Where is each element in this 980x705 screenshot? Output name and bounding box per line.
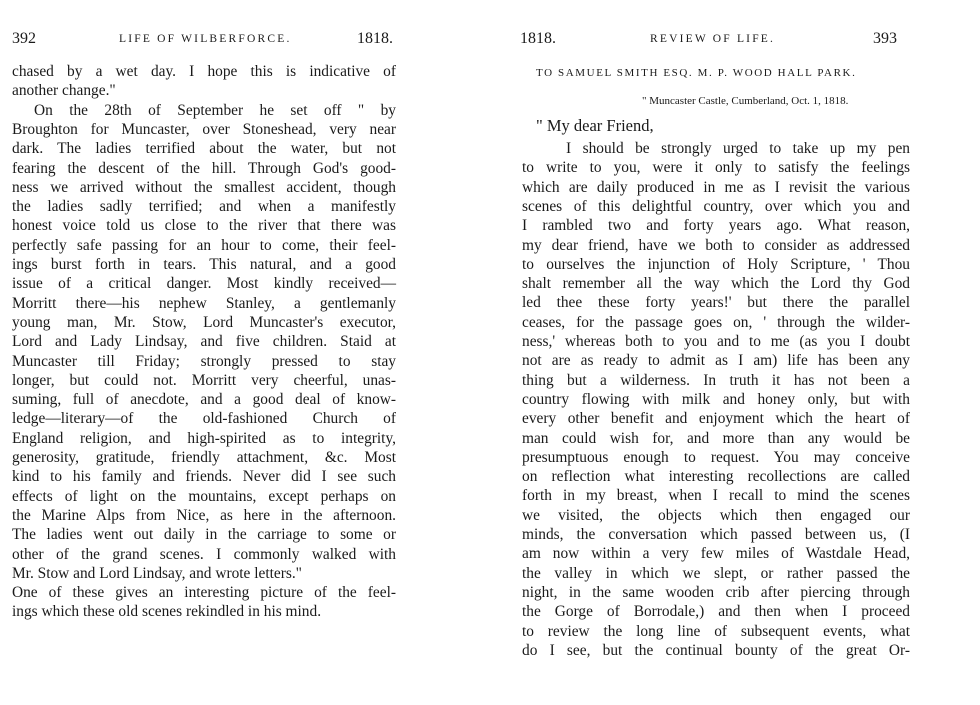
text-line: ceases, for the passage goes on, ' through the wilder- <box>522 313 910 331</box>
right-page-number: 393 <box>873 30 897 47</box>
text-line: generosity, gratitude, friendly attachment, &c. Most <box>12 449 396 466</box>
text-line: led thee these forty years!' but there the parallel <box>522 294 910 312</box>
text-line: fearing the descent of the hill. Through God's good- <box>12 159 396 177</box>
right-page <box>490 0 980 705</box>
text-line: ings burst forth in tears. This natural, and a good <box>12 256 396 273</box>
text-line: the Gorge of Borrodale,) and then when I proceed <box>522 603 910 621</box>
text-line: perfectly safe passing for an hour to come, their feel- <box>12 236 396 254</box>
text-line: suming, full of anecdote, and a good deal of know- <box>12 391 396 409</box>
text-line: to write to you, were it only to satisfy the feelings <box>522 159 910 177</box>
text-line: Mr. Stow and Lord Lindsay, and wrote letters." <box>12 564 302 582</box>
text-line: which are daily produced in me as I revisit the various <box>522 178 910 196</box>
text-line: the valley in which we slept, or rather passed the <box>522 564 910 582</box>
text-line: On the 28th of September he set off " by <box>34 101 396 119</box>
text-line: to ourselves the injunction of Holy Scripture, ' Thou <box>522 255 910 273</box>
left-running-title: LIFE OF WILBERFORCE. <box>119 33 292 45</box>
text-line: ness we arrived without the smallest accident, though <box>12 178 396 196</box>
text-line: not are as ready to admit as I am) life has been any <box>522 352 910 370</box>
right-running-title: REVIEW OF LIFE. <box>650 33 776 45</box>
right-running-head <box>520 30 910 52</box>
text-line: on reflection what interesting recollections are called <box>522 468 910 486</box>
text-line: chased by a wet day. I hope this is indicative of <box>12 63 396 80</box>
text-line: The ladies went out daily in the carriage to some or <box>12 526 396 544</box>
text-line: Morritt there—his nephew Stanley, a gentlemanly <box>12 294 396 312</box>
text-line: scenes of this delightful country, over which you and <box>522 197 910 215</box>
text-line: night, in the same wooden crib after piercing through <box>522 583 910 601</box>
text-line: forth in my breast, when I recall to mind the scenes <box>522 487 910 505</box>
text-line: ledge—literary—of the old-fashioned Church of <box>12 410 396 428</box>
right-year: 1818. <box>520 30 556 47</box>
text-line: we visited, the objects which then engaged our <box>522 506 910 524</box>
text-line: the Marine Alps from Nice, as here in the afternoon. <box>12 506 396 524</box>
text-line: am now within a very few miles of Wastdale Head, <box>522 545 910 563</box>
left-running-head <box>12 30 398 52</box>
text-line: thing but a wilderness. In truth it has not been a <box>522 371 910 389</box>
text-line: One of these gives an interesting picture of the feel- <box>12 584 396 602</box>
text-line: to review the long line of subsequent events, what <box>522 622 910 640</box>
text-line: Broughton for Muncaster, over Stoneshead, very near <box>12 120 396 138</box>
text-line: the ladies sadly terrified; and when a manifestly <box>12 198 396 216</box>
text-line: other of the grand scenes. I commonly walked with <box>12 545 396 563</box>
text-line: England religion, and high-spirited as to integrity, <box>12 429 396 447</box>
text-line: shalt remember all the way which the Lord thy God <box>522 275 910 293</box>
text-line: another change." <box>12 82 116 100</box>
letter-salutation: " My dear Friend, <box>536 116 654 135</box>
text-line: man could wish for, and more than any would be <box>522 429 910 447</box>
text-line: effects of light on the mountains, except perhaps on <box>12 487 396 505</box>
text-line: kind to his family and friends. Never did I see such <box>12 468 396 486</box>
text-line: I should be strongly urged to take up my pen <box>566 140 910 157</box>
text-line: longer, but could not. Morritt very cheerful, unas- <box>12 371 396 389</box>
text-line: ness,' whereas both to you and to me (as you I doubt <box>522 333 910 350</box>
text-line: ings which these old scenes rekindled in his mind. <box>12 603 322 621</box>
text-line: country flowing with milk and honey only, but with <box>522 390 910 408</box>
text-line: presumptuous enough to request. You may conceive <box>522 448 910 466</box>
text-line: every other benefit and enjoyment which the heart of <box>522 410 910 428</box>
text-line: my dear friend, have we both to consider as addressed <box>522 236 910 254</box>
left-year: 1818. <box>357 30 393 47</box>
text-line: dark. The ladies terrified about the water, but not <box>12 140 396 158</box>
text-line: minds, the conversation which passed between us, (I <box>522 526 910 543</box>
text-line: young man, Mr. Stow, Lord Muncaster's executor, <box>12 313 396 331</box>
text-line: Muncaster till Friday; strongly pressed to stay <box>12 352 396 370</box>
text-line: honest voice told us close to the river that there was <box>12 217 396 235</box>
left-page-number: 392 <box>12 30 36 47</box>
text-line: Lord and Lady Lindsay, and five children. Staid at <box>12 333 396 351</box>
letter-dateline: " Muncaster Castle, Cumberland, Oct. 1, 1818. <box>642 95 849 107</box>
text-line: do I see, but the continual bounty of the great Or- <box>522 641 910 659</box>
text-line: I rambled two and forty years ago. What reason, <box>522 217 910 235</box>
text-line: issue of a critical danger. Most kindly received— <box>12 275 396 293</box>
letter-heading: TO SAMUEL SMITH ESQ. M. P. WOOD HALL PARK. <box>536 67 857 79</box>
